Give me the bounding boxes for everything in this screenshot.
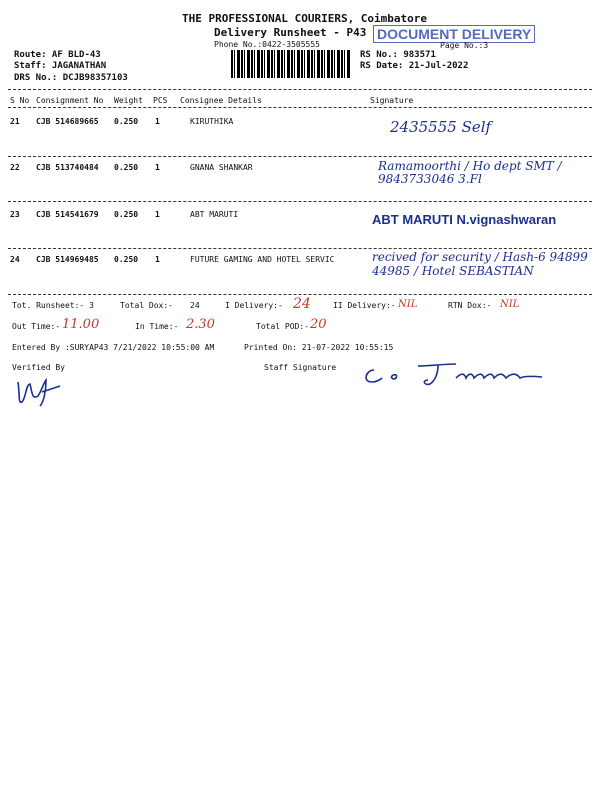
staff-signature-label: Staff Signature	[264, 363, 337, 372]
document-delivery-stamp: DOCUMENT DELIVERY	[373, 26, 535, 43]
row-pcs: 1	[155, 163, 160, 172]
divider	[8, 107, 592, 108]
tot-runsheet: Tot. Runsheet:- 3	[12, 301, 94, 310]
row-consignee: KIRUTHIKA	[190, 117, 234, 126]
row-signature: recived for security / Hash-6 94899 44985 / Hotel SEBASTIAN	[372, 250, 588, 278]
divider	[8, 89, 592, 90]
route: Route: AF BLD-43	[14, 50, 101, 60]
phone-number: Phone No.:0422-3505555	[214, 40, 320, 49]
ii-delivery-label: II Delivery:-	[333, 301, 396, 310]
col-sno: S No	[10, 96, 30, 105]
staff-signature	[360, 360, 560, 390]
out-time-label: Out Time:-	[12, 322, 61, 331]
runsheet-subtitle: Delivery Runsheet - P43	[214, 26, 367, 39]
divider	[8, 201, 592, 202]
row-consignment: CJB 514969485	[36, 255, 99, 264]
rtn-dox-value: NIL	[500, 299, 520, 310]
row-pcs: 1	[155, 255, 160, 264]
staff-name: Staff: JAGANATHAN	[14, 61, 107, 71]
col-weight: Weight	[114, 96, 143, 105]
row-consignee: GNANA SHANKAR	[190, 163, 253, 172]
row-weight: 0.250	[114, 210, 139, 219]
row-signature: 2435555 Self	[390, 118, 492, 136]
row-consignment: CJB 514541679	[36, 210, 99, 219]
col-pcs: PCS	[153, 96, 168, 105]
verified-by-signature	[14, 372, 64, 408]
row-weight: 0.250	[114, 117, 139, 126]
divider	[8, 294, 592, 295]
row-weight: 0.250	[114, 163, 139, 172]
entered-by: Entered By :SURYAP43 7/21/2022 10:55:00 AM	[12, 343, 215, 352]
rs-date: RS Date: 21-Jul-2022	[360, 61, 469, 71]
col-consignee: Consignee Details	[180, 96, 262, 105]
out-time-value: 11.00	[62, 317, 100, 332]
ii-delivery-value: NIL	[398, 299, 418, 310]
row-consignee: FUTURE GAMING AND HOTEL SERVIC	[190, 255, 335, 264]
drs-number: DRS No.: DCJB98357103	[14, 73, 128, 83]
printed-on: Printed On: 21-07-2022 10:55:15	[244, 343, 394, 352]
divider	[8, 248, 592, 249]
row-weight: 0.250	[114, 255, 139, 264]
rs-number: RS No.: 983571	[360, 50, 436, 60]
total-dox-label: Total Dox:-	[120, 301, 173, 310]
row-sno: 22	[10, 163, 20, 172]
row-signature: ABT MARUTI N.vignashwaran	[372, 212, 557, 227]
row-consignment: CJB 513740484	[36, 163, 99, 172]
rtn-dox-label: RTN Dox:-	[448, 301, 492, 310]
row-consignment: CJB 514689665	[36, 117, 99, 126]
barcode	[231, 50, 351, 78]
total-dox-value: 24	[190, 301, 200, 310]
i-delivery-label: I Delivery:-	[225, 301, 283, 310]
row-sno: 24	[10, 255, 20, 264]
page-number: Page No.:3	[440, 41, 489, 50]
row-pcs: 1	[155, 210, 160, 219]
row-signature: Ramamoorthi / Ho dept SMT / 9843733046 3.Fl	[378, 159, 562, 186]
in-time-label: In Time:-	[135, 322, 179, 331]
row-pcs: 1	[155, 117, 160, 126]
divider	[8, 156, 592, 157]
total-pod-value: 20	[310, 317, 327, 332]
i-delivery-value: 24	[293, 296, 311, 312]
in-time-value: 2.30	[186, 317, 215, 332]
row-consignee: ABT MARUTI	[190, 210, 239, 219]
col-signature: Signature	[370, 96, 414, 105]
verified-by-label: Verified By	[12, 363, 65, 372]
total-pod-label: Total POD:-	[256, 322, 309, 331]
row-sno: 23	[10, 210, 20, 219]
col-consignment: Consignment No	[36, 96, 104, 105]
company-title: THE PROFESSIONAL COURIERS, Coimbatore	[182, 12, 428, 25]
row-sno: 21	[10, 117, 20, 126]
